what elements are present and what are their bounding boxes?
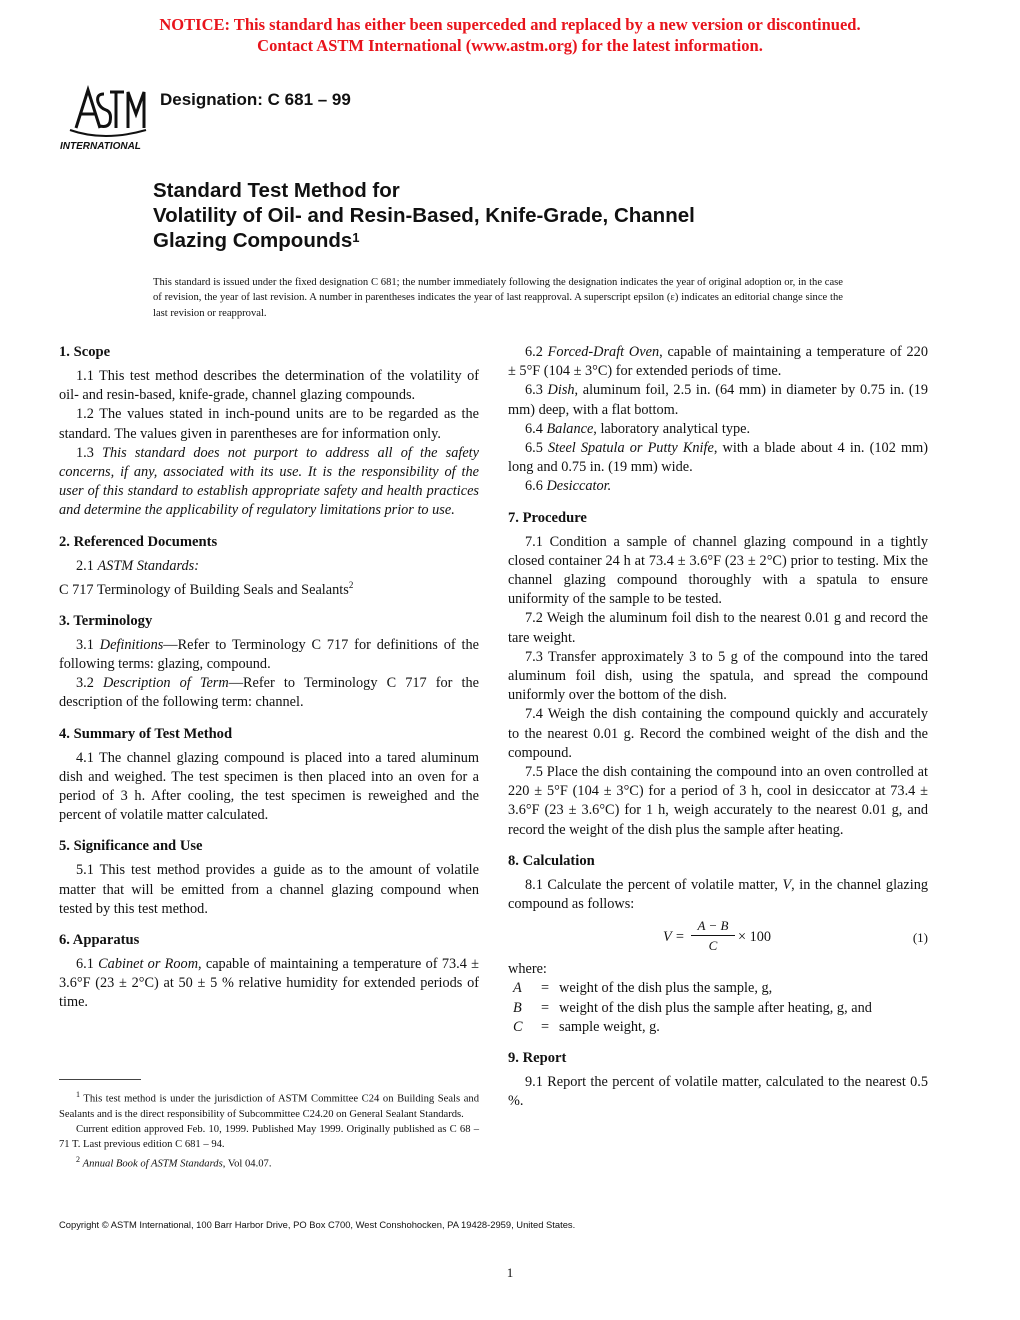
paragraph-6-1: 6.1 Cabinet or Room, capable of maintaining a temperature of 73.4 ± 3.6°F (23 ± 2°C) at 50 ± 5 % relative humidity for extended periods of time.: [59, 956, 479, 1011]
section-heading-report: 9. Report: [508, 1050, 567, 1067]
paragraph-2-1: 2.1 ASTM Standards:: [76, 557, 199, 574]
paragraph-7-3: 7.3 Transfer approximately 3 to 5 g of the compound into the tared aluminum foil dish, using the spatula, and spread the compound uniformly over the bottom of the dish.: [508, 648, 928, 704]
section-heading-referenced-documents: 2. Referenced Documents: [59, 533, 218, 550]
paragraph-9-1: 9.1 Report the percent of volatile matter, calculated to the nearest 0.5 %.: [508, 1074, 928, 1110]
footnote-rule: [59, 1079, 141, 1080]
title-line-2: Volatility of Oil- and Resin-Based, Knife-Grade, Channel: [153, 204, 695, 227]
page-number: 1: [506, 1265, 514, 1280]
definition-a: A = weight of the dish plus the sample, g,: [513, 980, 773, 997]
section-heading-apparatus: 6. Apparatus: [59, 932, 140, 949]
equation-1: [508, 918, 928, 958]
equation-denominator: C: [708, 938, 718, 954]
designation: Designation: C 681 – 99: [160, 90, 351, 109]
equation-lhs: V =: [663, 929, 685, 946]
notice-banner: [0, 14, 1020, 56]
paragraph-3-2: 3.2 Description of Term—Refer to Terminology C 717 for the description of the following term: channel.: [59, 675, 479, 711]
paragraph-1-3: 1.3 This standard does not purport to address all of the safety concerns, if any, associated with its use. It is the responsibility of the user of this standard to establish appropriate safety and health practices and determine the applicability of regulatory limitations prior to use.: [59, 444, 479, 519]
notice-line-2: Contact ASTM International (www.astm.org) for the latest information.: [257, 36, 763, 55]
definition-b: B = weight of the dish plus the sample after heating, g, and: [513, 999, 872, 1016]
section-heading-scope: 1. Scope: [59, 344, 111, 360]
paragraph-6-3: 6.3 Dish, aluminum foil, 2.5 in. (64 mm) in diameter by 0.75 in. (19 mm) deep, with a flat bottom.: [508, 382, 928, 418]
paragraph-5-1: 5.1 This test method provides a guide as to the amount of volatile matter that will be emitted from a channel glazing compound when tested by this test method.: [59, 862, 479, 917]
equation-number: (1): [912, 930, 928, 946]
reference-c717: C 717 Terminology of Building Seals and Sealants$^2$: [59, 579, 354, 598]
paragraph-4-1: 4.1 The channel glazing compound is placed into a tared aluminum dish and weighed. The test specimen is then placed into an oven for a period of 3 h. After cooling, the test specimen is reweighed and the percent of volatile matter calculated.: [59, 749, 479, 824]
document-title: [153, 178, 913, 253]
paragraph-6-2: 6.2 Forced-Draft Oven, capable of maintaining a temperature of 220 ± 5°F (104 ± 3°C) for extended periods of time.: [508, 344, 928, 380]
section-heading-procedure: 7. Procedure: [508, 509, 587, 526]
paragraph-7-4: 7.4 Weigh the dish containing the compound quickly and accurately to the nearest 0.01 g. Record the combined weight of the dish and the compound.: [508, 706, 928, 761]
left-column: [59, 343, 479, 1013]
equation-numerator: A − B: [697, 918, 729, 934]
title-footnote-mark: 1: [352, 230, 360, 245]
paragraph-6-4: 6.4 Balance, laboratory analytical type.: [525, 420, 751, 437]
right-column: [508, 343, 928, 1112]
paragraph-1-2: 1.2 The values stated in inch-pound units are to be regarded as the standard. The values given in parentheses are for information only.: [59, 406, 479, 442]
astm-logo-icon: [58, 80, 150, 152]
title-line-3: Glazing Compounds$^1$: [153, 229, 360, 252]
notice-line-1: NOTICE: This standard has either been superceded and replaced by a new version or discontinued.: [159, 15, 861, 34]
paragraph-6-6: 6.6 Desiccator.: [525, 478, 612, 495]
section-heading-terminology: 3. Terminology: [59, 612, 153, 629]
section-heading-significance: 5. Significance and Use: [59, 838, 203, 855]
equation-multiplier: × 100: [738, 929, 772, 946]
section-heading-calculation: 8. Calculation: [508, 852, 595, 869]
footnote-2: $^2$ Annual Book of ASTM Standards, Vol 04.07.: [76, 1155, 272, 1170]
paragraph-1-1: 1.1 This test method describes the determination of the volatility of oil- and resin-based, knife-grade, channel glazing compounds.: [59, 368, 479, 404]
footnotes: [59, 1087, 479, 1172]
where-label: where:: [508, 961, 547, 978]
equation-fraction: [691, 918, 735, 953]
issuance-note: This standard is issued under the fixed designation C 681; the number immediately following the designation indicates the year of original adoption or, in the case of revision, the year of last revision. A number in parentheses indicates the year of last reapproval. A superscript epsilon (ε) indicates an editorial change since the last revision or reapproval.: [153, 277, 843, 319]
copyright-notice: Copyright © ASTM International, 100 Barr Harbor Drive, PO Box C700, West Conshohocken, PA 19428-2959, United States.: [59, 1219, 576, 1230]
footnote-1-edition: Current edition approved Feb. 10, 1999. Published May 1999. Originally published as C 68 – 71 T. Last previous edition C 681 – 94.: [59, 1123, 479, 1151]
paragraph-7-1: 7.1 Condition a sample of channel glazing compound in a tightly closed container 24 h at 73.4 ± 3.6°F (23 ± 2°C) prior to testing. Mix the channel glazing compound thoroughly with a spatula to ensure uniformity of the sample to be tested.: [508, 533, 928, 608]
logo-text: INTERNATIONAL: [60, 141, 141, 152]
paragraph-7-5: 7.5 Place the dish containing the compound into an oven controlled at 220 ± 5°F (104 ± 3°C) for a period of 3 h, cool in desiccator at 73.4 ± 3.6°F (23 ± 3.6°C) for 1 h, weigh accurately to the nearest 0.01 g, and record the weight of the dish plus the sample after heating.: [508, 764, 928, 838]
section-heading-summary: 4. Summary of Test Method: [59, 725, 233, 742]
paragraph-7-2: 7.2 Weigh the aluminum foil dish to the nearest 0.01 g and record the tare weight.: [508, 610, 928, 646]
paragraph-6-5: 6.5 Steel Spatula or Putty Knife, with a blade about 4 in. (102 mm) long and 0.75 in. (19 mm) wide.: [508, 440, 928, 476]
definition-c: C = sample weight, g.: [513, 1018, 660, 1035]
paragraph-8-1: 8.1 Calculate the percent of volatile matter, V, in the channel glazing compound as follows:: [508, 876, 929, 913]
title-line-1: Standard Test Method for: [153, 179, 400, 202]
paragraph-3-1: 3.1 Definitions—Refer to Terminology C 717 for definitions of the following terms: glazing, compound.: [59, 636, 479, 672]
footnote-1: $^1$ This test method is under the jurisdiction of ASTM Committee C24 on Building Seals and Sealants and is the direct responsibility of Subcommittee C24.20 on General Sealant Standards.: [59, 1090, 479, 1120]
